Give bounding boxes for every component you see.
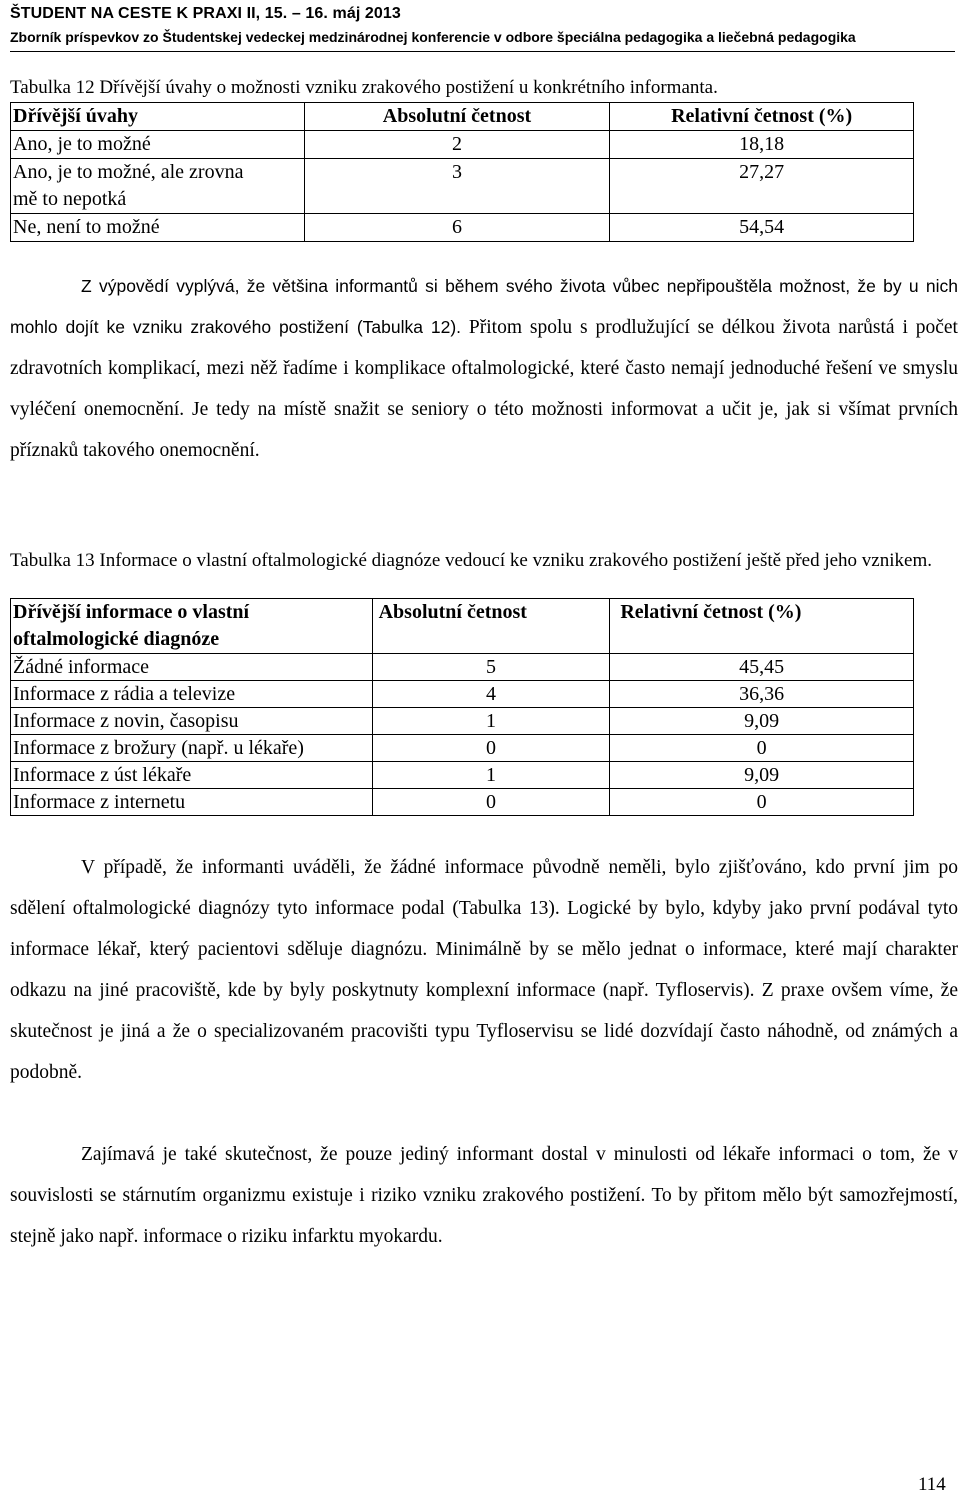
table12-row2-label-line1: Ano, je to možné, ale zrovna — [13, 161, 244, 183]
table13-row2-abs: 4 — [372, 681, 610, 708]
table12-row2-abs: 3 — [304, 159, 610, 214]
table13-caption-text: Tabulka 13 Informace o vlastní oftalmologické diagnóze vedoucí ke vzniku zrakového postižení ještě před jeho vznikem. — [10, 550, 932, 571]
table13-row5-rel: 9,09 — [610, 762, 914, 789]
table13-row6-abs: 0 — [372, 789, 610, 816]
table13-row5-label: Informace z úst lékaře — [11, 762, 373, 789]
table13-row2-label: Informace z rádia a televize — [11, 681, 373, 708]
table12-row2-label — [11, 159, 305, 214]
table12-row3-abs: 6 — [304, 214, 610, 242]
table-row — [11, 762, 914, 789]
table13-row1-abs: 5 — [372, 654, 610, 681]
table13-caption — [10, 550, 955, 572]
table12-row1-abs: 2 — [304, 131, 610, 159]
table13-header-col1: Dřívější informace o vlastní oftalmologické diagnóze — [11, 599, 373, 654]
table12-caption — [10, 77, 955, 99]
header-proceedings-subtitle: Zborník príspevkov zo Študentskej vedeckej medzinárodnej konferencie v odbore špeciálna pedagogika a liečebná pedagogika — [10, 29, 856, 45]
table13-row4-label: Informace z brožury (např. u lékaře) — [11, 735, 373, 762]
table-row — [11, 159, 914, 214]
table13-row6-label: Informace z internetu — [11, 789, 373, 816]
table12-header-col3: Relativní četnost (%) — [610, 103, 914, 131]
table-row — [11, 708, 914, 735]
table12-header-col2: Absolutní četnost — [304, 103, 610, 131]
table13-row3-label: Informace z novin, časopisu — [11, 708, 373, 735]
table13-row4-rel: 0 — [610, 735, 914, 762]
table-row — [11, 214, 914, 242]
table13-row6-rel: 0 — [610, 789, 914, 816]
table13-row2-rel: 36,36 — [610, 681, 914, 708]
table-row — [11, 654, 914, 681]
table-row — [11, 131, 914, 159]
table13-row3-abs: 1 — [372, 708, 610, 735]
paragraph-1 — [10, 266, 958, 471]
table12-header-col1: Dřívější úvahy — [11, 103, 305, 131]
table13-row3-rel: 9,09 — [610, 708, 914, 735]
table-row — [11, 681, 914, 708]
table13 — [10, 598, 914, 816]
table13-header-row — [11, 599, 914, 654]
page-number: 114 — [918, 1474, 946, 1495]
table13-row1-rel: 45,45 — [610, 654, 914, 681]
table12-header-row — [11, 103, 914, 131]
table-row — [11, 789, 914, 816]
paragraph-3-text: Zajímavá je také skutečnost, že pouze jediný informant dostal v minulosti od lékaře informaci o tom, že v souvislosti se stárnutím organizmu existuje i riziko vzniku zrakového postižení. To by přitom mělo být samozřejmostí, stejně jako např. informace o riziku infarktu myokardu. — [10, 1144, 958, 1247]
table13-row1-label: Žádné informace — [11, 654, 373, 681]
table12-row2-rel: 27,27 — [610, 159, 914, 214]
table12-row1-label: Ano, je to možné — [11, 131, 305, 159]
table13-row5-abs: 1 — [372, 762, 610, 789]
table12-row2-label-line2: mě to nepotká — [13, 188, 127, 210]
paragraph-2 — [10, 847, 958, 1093]
table13-row4-abs: 0 — [372, 735, 610, 762]
table13-header-col2: Absolutní četnost — [372, 599, 610, 654]
table12-row3-label: Ne, není to možné — [11, 214, 305, 242]
paragraph-1-text-a: Z výpovědí vyplývá, že většina informantů si během svého života vůbec nepřipouštěla možnost, že by u nich mohlo dojít ke vzniku zrakového postižení (Tabulka 12). — [10, 276, 958, 337]
table12 — [10, 102, 914, 242]
paragraph-1-text-b: Přitom spolu s prodlužující se délkou života narůstá i počet zdravotních komplikací, mezi něž řadíme i komplikace oftalmologické, které často nemají jednoduché řešení ve smyslu vyléčení onemocnění. Je tedy na místě snažit se seniory o této možnosti informovat a učit je, jak si všímat prvních příznaků takového onemocnění. — [10, 317, 958, 461]
paragraph-2-text: V případě, že informanti uváděli, že žádné informace původně neměli, bylo zjišťováno, kdo první jim po sdělení oftalmologické diagnózy tyto informace podal (Tabulka 13). Logické by bylo, kdyby jako první podával tyto informace lékař, který pacientovi sděluje diagnózu. Minimálně by se mělo jednat o informace, které mají charakter odkazu na jiné pracoviště, kde by byly poskytnuty komplexní informace (např. Tyfloservis). Z praxe ovšem víme, že skutečnost je jiná a že o specializovaném pracovišti typu Tyfloservisu se lidé dozvídají často náhodně, od známých a podobně. — [10, 857, 958, 1083]
table12-row1-rel: 18,18 — [610, 131, 914, 159]
header-divider — [10, 51, 955, 52]
table12-row3-rel: 54,54 — [610, 214, 914, 242]
paragraph-3 — [10, 1134, 958, 1257]
table-row — [11, 735, 914, 762]
header-conference-title: ŠTUDENT NA CESTE K PRAXI II, 15. – 16. máj 2013 — [10, 5, 401, 22]
table13-header-col3: Relativní četnost (%) — [610, 599, 914, 654]
table12-caption-text: Tabulka 12 Dřívější úvahy o možnosti vzniku zrakového postižení u konkrétního informanta. — [10, 77, 718, 98]
running-header — [10, 4, 950, 47]
